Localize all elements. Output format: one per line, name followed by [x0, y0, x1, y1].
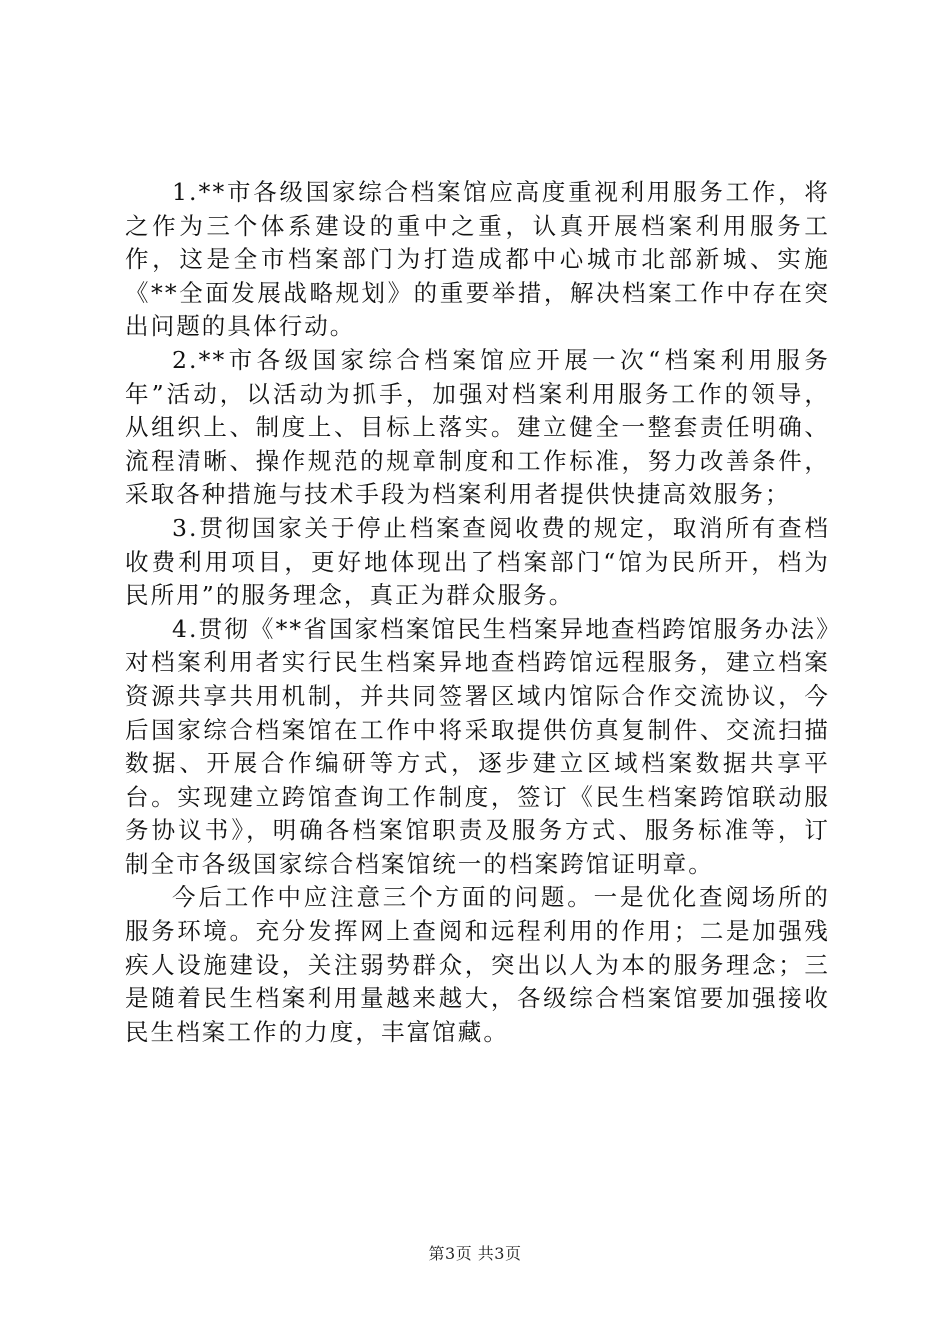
paragraph-5: 今后工作中应注意三个方面的问题。一是优化查阅场所的服务环境。充分发挥网上查阅和远程利用的作用；二是加强残疾人设施建设，关注弱势群众，突出以人为本的服务理念；三是随着民生档案利用量越来越大，各级综合档案馆要加强接收民生档案工作的力度，丰富馆藏。	[125, 883, 830, 1046]
paragraph-2: 2.**市各级国家综合档案馆应开展一次“档案利用服务年”活动，以活动为抓手，加强对档案利用服务工作的领导，从组织上、制度上、目标上落实。建立健全一整套责任明确、流程清晰、操作规范的规章制度和工作标准，努力改善条件，采取各种措施与技术手段为档案利用者提供快捷高效服务；	[125, 345, 830, 509]
paragraph-4: 4.贯彻《**省国家档案馆民生档案异地查档跨馆服务办法》对档案利用者实行民生档案异地查档跨馆远程服务，建立档案资源共享共用机制，并共同签署区域内馆际合作交流协议，今后国家综合档案馆在工作中将采取提供仿真复制件、交流扫描数据、开展合作编研等方式，逐步建立区域档案数据共享平台。实现建立跨馆查询工作制度，签订《民生档案跨馆联动服务协议书》，明确各档案馆职责及服务方式、服务标准等，订制全市各级国家综合档案馆统一的档案跨馆证明章。	[125, 614, 830, 878]
paragraph-3: 3.贯彻国家关于停止档案查阅收费的规定，取消所有查档收费利用项目，更好地体现出了档案部门“馆为民所开，档为民所用”的服务理念，真正为群众服务。	[125, 513, 830, 610]
page-number-footer: 第3页 共3页	[428, 1244, 522, 1263]
document-body	[125, 176, 830, 1049]
paragraph-1: 1.**市各级国家综合档案馆应高度重视利用服务工作，将之作为三个体系建设的重中之重，认真开展档案利用服务工作，这是全市档案部门为打造成都中心城市北部新城、实施《**全面发展战略规划》的重要举措，解决档案工作中存在突出问题的具体行动。	[125, 178, 830, 341]
